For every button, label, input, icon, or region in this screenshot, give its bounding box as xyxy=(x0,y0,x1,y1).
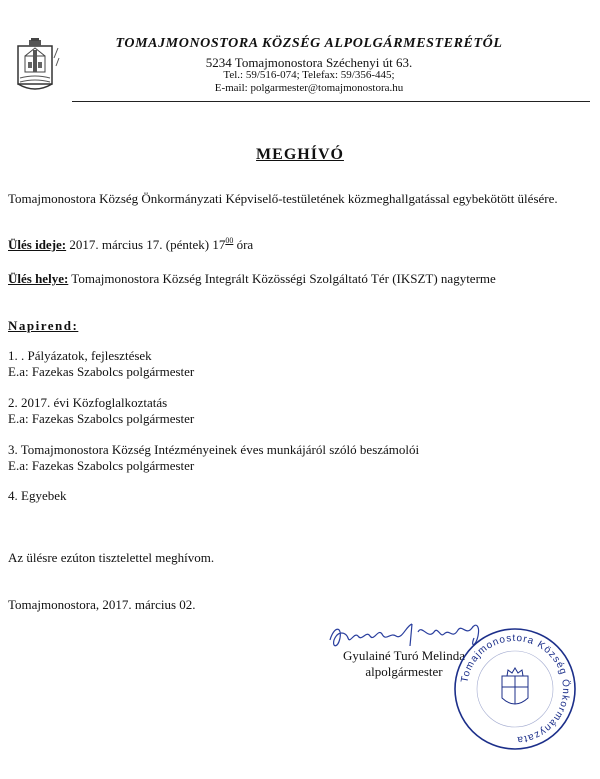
signatory-role: alpolgármester xyxy=(365,664,443,679)
official-stamp xyxy=(452,626,578,752)
agenda-item-title: 3. Tomajmonostora Község Intézményeinek éves munkájáról szóló beszámolói xyxy=(8,442,420,457)
agenda-item-title: 1. . Pályázatok, fejlesztések xyxy=(8,348,152,363)
meeting-time-suffix: óra xyxy=(233,237,254,252)
meeting-date-label: Ülés ideje: xyxy=(8,237,67,252)
stamp-text: Tomajmonostora Község Önkormányzata xyxy=(459,632,572,746)
header-divider xyxy=(72,101,590,102)
header-title: TOMAJMONOSTORA KÖZSÉG ALPOLGÁRMESTERÉTŐL xyxy=(115,36,503,51)
meeting-date-value: 2017. március 17. (péntek) 17 xyxy=(66,237,226,252)
meeting-place-value: Tomajmonostora Község Integrált Közösségi Szolgáltató Tér (IKSZT) nagyterme xyxy=(68,271,496,286)
header-address: 5234 Tomajmonostora Széchenyi út 63. xyxy=(205,55,413,70)
coat-of-arms-icon xyxy=(16,38,60,94)
agenda-item-presenter: E.a: Fazekas Szabolcs polgármester xyxy=(8,364,195,379)
svg-text:Tomajmonostora Község Önkormán xyxy=(459,633,572,745)
signatory-name: Gyulainé Turó Melinda xyxy=(342,648,466,663)
agenda-item-title: 2. 2017. évi Közfoglalkoztatás xyxy=(8,395,168,410)
agenda-item-title: 4. Egyebek xyxy=(8,488,67,503)
meeting-place xyxy=(8,271,496,287)
agenda-item-presenter: E.a: Fazekas Szabolcs polgármester xyxy=(8,458,195,473)
agenda-item-presenter: E.a: Fazekas Szabolcs polgármester xyxy=(8,411,195,426)
header-phone-fax: Tel.: 59/516-074; Telefax: 59/356-445; xyxy=(223,69,395,81)
agenda-heading: Napirend: xyxy=(8,318,79,333)
document-title: MEGHÍVÓ xyxy=(256,146,344,163)
meeting-date xyxy=(8,236,253,253)
header-email: E-mail: polgarmester@tomajmonostora.hu xyxy=(214,82,404,94)
place-and-date: Tomajmonostora, 2017. március 02. xyxy=(8,597,196,612)
invitation-intro: Tomajmonostora Község Önkormányzati Képviselő-testületének közmeghallgatással egybekötött ülésére. xyxy=(8,191,558,206)
closing-line: Az ülésre ezúton tisztelettel meghívom. xyxy=(8,550,215,565)
meeting-time-minutes: 00 xyxy=(225,236,234,245)
meeting-place-label: Ülés helye: xyxy=(8,271,69,286)
